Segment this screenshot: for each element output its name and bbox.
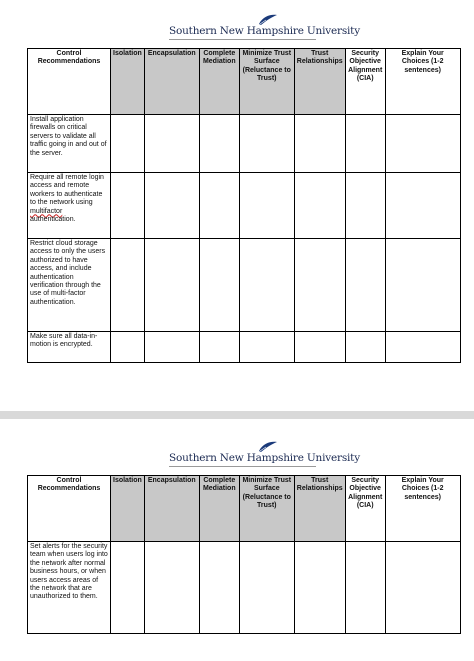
header-row <box>28 49 461 115</box>
header-complete-mediation: Complete Mediation <box>199 476 239 542</box>
encapsulation-cell[interactable] <box>144 332 199 363</box>
table-row <box>28 115 461 173</box>
table-row <box>28 239 461 332</box>
spellcheck-flagged-word: multifactor <box>30 207 63 215</box>
header-isolation: Isolation <box>111 476 145 542</box>
complete-mediation-cell[interactable] <box>199 173 239 239</box>
complete-mediation-cell[interactable] <box>199 542 239 634</box>
recommendation-cell: Make sure all data-in-motion is encrypted. <box>28 332 111 363</box>
header-security-objective: Security Objective Alignment (CIA) <box>345 476 385 542</box>
trust-relationships-cell[interactable] <box>294 542 345 634</box>
trust-relationships-cell[interactable] <box>294 115 345 173</box>
isolation-cell[interactable] <box>111 542 145 634</box>
table-row <box>28 332 461 363</box>
header-minimize-trust-surface: Minimize Trust Surface (Reluctance to Trust) <box>239 49 294 115</box>
security-objective-cell[interactable] <box>345 239 385 332</box>
university-name: Southern New Hampshire University <box>169 25 360 37</box>
explain-cell[interactable] <box>385 115 460 173</box>
header-explain-choices: Explain Your Choices (1-2 sentences) <box>385 476 460 542</box>
table-row <box>28 173 461 239</box>
isolation-cell[interactable] <box>111 173 145 239</box>
trust-relationships-cell[interactable] <box>294 239 345 332</box>
encapsulation-cell[interactable] <box>144 239 199 332</box>
explain-cell[interactable] <box>385 239 460 332</box>
minimize-trust-cell[interactable] <box>239 542 294 634</box>
trust-relationships-cell[interactable] <box>294 332 345 363</box>
complete-mediation-cell[interactable] <box>199 115 239 173</box>
page-separator <box>0 411 474 419</box>
university-logo <box>169 444 360 467</box>
header-row <box>28 476 461 542</box>
minimize-trust-cell[interactable] <box>239 173 294 239</box>
security-objective-cell[interactable] <box>345 115 385 173</box>
trust-relationships-cell[interactable] <box>294 173 345 239</box>
header-security-objective: Security Objective Alignment (CIA) <box>345 49 385 115</box>
complete-mediation-cell[interactable] <box>199 239 239 332</box>
encapsulation-cell[interactable] <box>144 115 199 173</box>
recommendation-cell: Set alerts for the security team when users log into the network after normal business hours, or when users access areas of the network that are unauthorized to them. <box>28 542 111 634</box>
minimize-trust-cell[interactable] <box>239 115 294 173</box>
security-objective-cell[interactable] <box>345 542 385 634</box>
header-minimize-trust-surface: Minimize Trust Surface (Reluctance to Trust) <box>239 476 294 542</box>
header-trust-relationships: Trust Relationships <box>294 49 345 115</box>
header-complete-mediation: Complete Mediation <box>199 49 239 115</box>
isolation-cell[interactable] <box>111 332 145 363</box>
header-control-recommendations: Control Recommendations <box>28 49 111 115</box>
header-encapsulation: Encapsulation <box>144 49 199 115</box>
header-trust-relationships: Trust Relationships <box>294 476 345 542</box>
security-objective-cell[interactable] <box>345 332 385 363</box>
minimize-trust-cell[interactable] <box>239 239 294 332</box>
table-row <box>28 542 461 634</box>
university-logo <box>169 17 360 40</box>
header-control-recommendations: Control Recommendations <box>28 476 111 542</box>
document-page-2 <box>0 419 474 661</box>
header-isolation: Isolation <box>111 49 145 115</box>
complete-mediation-cell[interactable] <box>199 332 239 363</box>
control-table <box>27 475 461 634</box>
recommendation-cell: Restrict cloud storage access to only the users authorized to have access, and include authentication verification through the use of multi-factor authentication. <box>28 239 111 332</box>
recommendation-cell: Require all remote login access and remote workers to authenticate to the network using multifactor authentication. <box>28 173 111 239</box>
university-name: Southern New Hampshire University <box>169 452 360 464</box>
header-encapsulation: Encapsulation <box>144 476 199 542</box>
explain-cell[interactable] <box>385 173 460 239</box>
security-objective-cell[interactable] <box>345 173 385 239</box>
minimize-trust-cell[interactable] <box>239 332 294 363</box>
explain-cell[interactable] <box>385 332 460 363</box>
encapsulation-cell[interactable] <box>144 542 199 634</box>
control-table <box>27 48 461 363</box>
isolation-cell[interactable] <box>111 115 145 173</box>
recommendation-cell: Install application firewalls on critical servers to validate all traffic going in and out of the server. <box>28 115 111 173</box>
encapsulation-cell[interactable] <box>144 173 199 239</box>
header-explain-choices: Explain Your Choices (1-2 sentences) <box>385 49 460 115</box>
explain-cell[interactable] <box>385 542 460 634</box>
isolation-cell[interactable] <box>111 239 145 332</box>
